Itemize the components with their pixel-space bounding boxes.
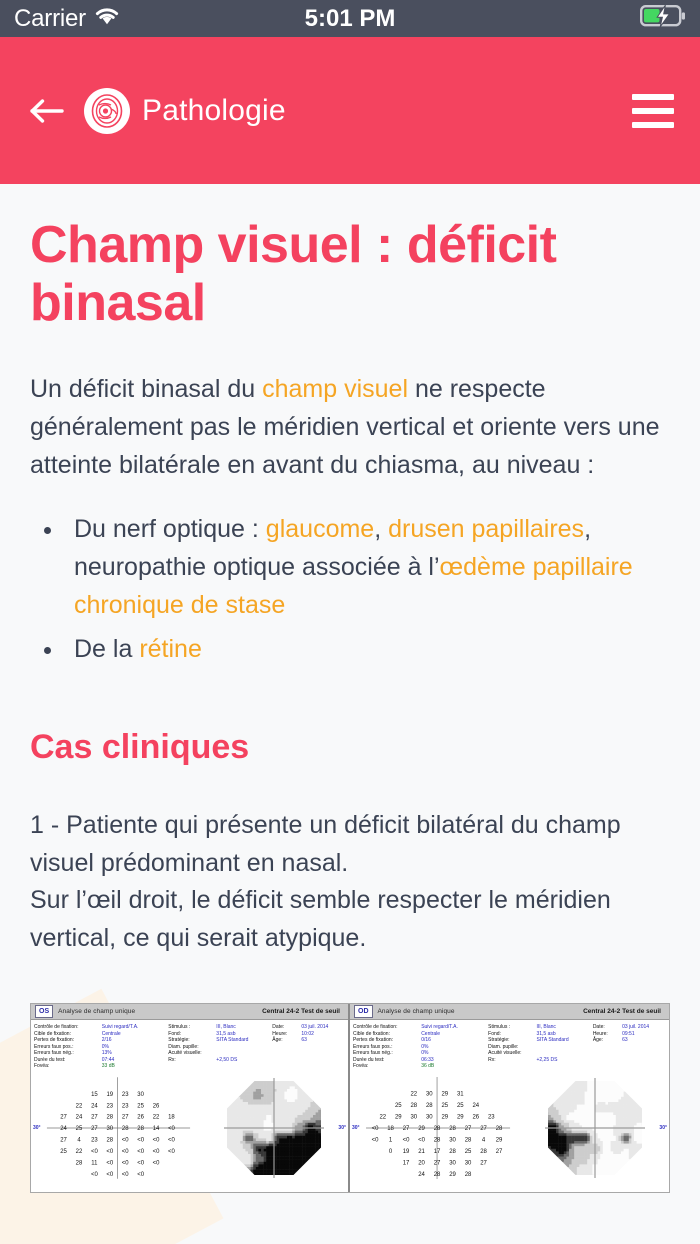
svg-text:11: 11 <box>91 1160 98 1167</box>
svg-text:<0: <0 <box>152 1137 160 1144</box>
panel-test-type: Central 24-2 Test de seuil <box>262 1008 340 1016</box>
meta-label: Fond: <box>488 1030 501 1037</box>
app-header <box>0 37 700 184</box>
meta-label: Fond: <box>168 1030 182 1037</box>
svg-text:<0: <0 <box>168 1148 175 1155</box>
svg-text:26: 26 <box>152 1103 160 1110</box>
header-title: Pathologie <box>142 93 286 127</box>
svg-text:29: 29 <box>441 1091 449 1098</box>
svg-text:<0: <0 <box>168 1125 175 1132</box>
svg-text:<0: <0 <box>90 1148 98 1155</box>
svg-text:<0: <0 <box>402 1137 410 1144</box>
panel-meta <box>31 1020 348 1071</box>
svg-text:23: 23 <box>487 1114 495 1121</box>
svg-text:24: 24 <box>75 1114 83 1121</box>
case-line-2: Sur l’œil droit, le déficit semble respecter le méridien vertical, ce qui serait atypique. <box>30 886 611 952</box>
meta-label: Âge: <box>592 1037 604 1044</box>
svg-text:28: 28 <box>433 1172 441 1179</box>
meta-value: 0/16 <box>421 1037 431 1044</box>
svg-text:25: 25 <box>137 1103 144 1110</box>
svg-text:30: 30 <box>410 1114 418 1121</box>
meta-value: III, Blanc <box>216 1024 236 1031</box>
meta-value: 03 juil. 2014 <box>622 1024 650 1031</box>
meta-label: Contrôle de fixation: <box>34 1024 79 1031</box>
menu-bar-3 <box>632 122 674 128</box>
svg-text:25: 25 <box>60 1148 67 1155</box>
meta-value: Suivi regard/T.A. <box>421 1024 458 1031</box>
meta-value: 07:44 <box>101 1056 115 1063</box>
meta-value: 2/16 <box>101 1037 112 1044</box>
svg-text:30: 30 <box>106 1125 114 1132</box>
svg-text:23: 23 <box>121 1103 129 1110</box>
meta-label: Heure: <box>592 1030 608 1037</box>
status-bar-left <box>14 5 120 33</box>
svg-text:17: 17 <box>433 1149 441 1156</box>
meta-label: Fovéa: <box>34 1062 50 1069</box>
report-panel-os <box>31 1004 350 1192</box>
meta-label: Heure: <box>272 1030 288 1037</box>
threshold-numeric-plot-os <box>33 1075 202 1181</box>
eye-tag: OD <box>354 1005 373 1018</box>
svg-text:27: 27 <box>91 1125 98 1132</box>
meta-label: Stratégie: <box>488 1037 510 1044</box>
meta-label: Cible de fixation: <box>353 1030 390 1037</box>
svg-text:29: 29 <box>394 1114 402 1121</box>
list-item <box>64 630 670 668</box>
svg-text:25: 25 <box>464 1149 472 1156</box>
intro-text-1: Un déficit binasal du <box>30 375 263 404</box>
meta-label: Erreurs faux pos.: <box>353 1043 393 1050</box>
svg-text:28: 28 <box>464 1137 472 1144</box>
svg-text:22: 22 <box>410 1091 418 1098</box>
meta-value: SITA Standard <box>216 1037 249 1044</box>
svg-text:26: 26 <box>137 1114 144 1121</box>
meta-value: Suivi regard/T.A. <box>101 1024 139 1031</box>
bullet-0-text-2: , <box>374 515 389 544</box>
svg-text:28: 28 <box>121 1125 129 1132</box>
meta-row <box>272 1037 345 1043</box>
meta-value: 63 <box>301 1037 307 1044</box>
meta-label: Erreurs faux pos.: <box>34 1043 74 1050</box>
svg-text:18: 18 <box>387 1126 394 1133</box>
svg-text:27: 27 <box>464 1126 472 1133</box>
svg-text:21: 21 <box>418 1149 425 1156</box>
svg-text:19: 19 <box>106 1091 114 1098</box>
svg-text:24: 24 <box>91 1103 98 1110</box>
carrier-label: Carrier <box>14 4 86 32</box>
svg-text:27: 27 <box>480 1126 487 1133</box>
svg-text:27: 27 <box>60 1114 67 1121</box>
etiology-list <box>30 510 670 668</box>
meta-value: 0% <box>421 1050 429 1057</box>
svg-text:<0: <0 <box>152 1148 160 1155</box>
status-bar-time: 5:01 PM <box>304 4 396 32</box>
menu-bar-2 <box>632 108 674 114</box>
degree-label-left: 30° <box>352 1124 360 1131</box>
svg-text:27: 27 <box>121 1114 129 1121</box>
panel-plots <box>31 1071 348 1183</box>
degree-label-right: 30° <box>659 1124 667 1131</box>
link-retine[interactable]: rétine <box>139 635 202 664</box>
svg-text:28: 28 <box>106 1137 114 1144</box>
svg-text:24: 24 <box>472 1103 480 1110</box>
svg-text:27: 27 <box>91 1114 98 1121</box>
svg-text:28: 28 <box>410 1103 418 1110</box>
svg-text:28: 28 <box>480 1149 487 1156</box>
svg-text:28: 28 <box>433 1126 441 1133</box>
meta-row <box>488 1057 589 1063</box>
report-panel-od <box>350 1004 669 1192</box>
meta-label: Fovéa: <box>353 1062 369 1069</box>
meta-value: SITA Standard <box>536 1037 569 1044</box>
svg-text:<0: <0 <box>106 1148 114 1155</box>
meta-label: Rx: <box>488 1056 496 1063</box>
svg-text:28: 28 <box>464 1172 472 1179</box>
link-oedeme-papillaire[interactable]: œdème papillaire chronique de stase <box>74 553 633 620</box>
svg-text:4: 4 <box>481 1137 486 1144</box>
panel-titlebar-text: Analyse de champ unique <box>377 1008 455 1016</box>
degree-label-left: 30° <box>33 1124 41 1131</box>
svg-text:<0: <0 <box>121 1137 129 1144</box>
link-drusen-papillaires[interactable]: drusen papillaires <box>388 515 585 544</box>
svg-text:14: 14 <box>152 1125 160 1132</box>
meta-label: Pertes de fixation: <box>353 1037 394 1044</box>
eye-tag: OS <box>35 1005 53 1018</box>
link-glaucome[interactable]: glaucome <box>265 515 375 544</box>
meta-value: 0% <box>421 1043 429 1050</box>
svg-text:22: 22 <box>379 1114 387 1121</box>
brand[interactable] <box>84 88 286 134</box>
article-content <box>0 184 700 1244</box>
meta-value: 33 dB <box>101 1062 115 1069</box>
svg-text:29: 29 <box>456 1114 464 1121</box>
svg-text:<0: <0 <box>168 1137 175 1144</box>
meta-label: Cible de fixation: <box>34 1030 71 1037</box>
svg-text:28: 28 <box>449 1126 456 1133</box>
meta-column-3 <box>593 1024 666 1069</box>
svg-text:30: 30 <box>425 1091 433 1098</box>
svg-text:28: 28 <box>75 1160 83 1167</box>
svg-text:<0: <0 <box>106 1160 114 1167</box>
meta-column-1 <box>353 1024 484 1069</box>
svg-text:24: 24 <box>418 1172 425 1179</box>
svg-text:1: 1 <box>388 1137 393 1144</box>
case-description <box>30 807 670 957</box>
svg-text:<0: <0 <box>137 1137 145 1144</box>
meta-value: 10:02 <box>301 1030 314 1037</box>
meta-value: III, Blanc <box>536 1024 556 1031</box>
status-bar <box>0 0 700 37</box>
intro-text-2: ne respecte généralement pas le méridien vertical et oriente vers une atteinte bilatérale en avant du chiasma, au niveau : <box>30 375 660 480</box>
meta-value: 0% <box>101 1043 109 1050</box>
back-arrow-icon[interactable] <box>26 89 70 133</box>
case-line-1: 1 - Patiente qui présente un déficit bilatéral du champ visuel prédominant en nasal. <box>30 811 621 877</box>
meta-value: 13% <box>101 1050 112 1057</box>
svg-text:27: 27 <box>60 1137 67 1144</box>
meta-value: +2,25 DS <box>536 1056 558 1063</box>
svg-text:<0: <0 <box>90 1171 98 1178</box>
svg-text:27: 27 <box>433 1160 441 1167</box>
meta-value: Centrale <box>101 1030 121 1037</box>
panel-meta <box>350 1020 669 1071</box>
svg-text:28: 28 <box>449 1149 456 1156</box>
svg-text:28: 28 <box>137 1125 144 1132</box>
status-bar-right <box>640 4 686 33</box>
meta-column-2 <box>488 1024 589 1069</box>
section-heading-cas-cliniques: Cas cliniques <box>30 728 250 767</box>
svg-text:22: 22 <box>75 1148 83 1155</box>
intro-paragraph <box>30 370 670 484</box>
meta-label: Rx: <box>168 1056 176 1063</box>
svg-text:25: 25 <box>441 1103 449 1110</box>
svg-text:19: 19 <box>402 1149 410 1156</box>
threshold-numeric-plot-od <box>352 1075 522 1181</box>
link-champ-visuel[interactable]: champ visuel <box>262 375 408 404</box>
meta-column-3 <box>272 1024 345 1069</box>
svg-text:30: 30 <box>449 1137 456 1144</box>
grayscale-plot-od <box>522 1075 667 1181</box>
meta-column-1 <box>34 1024 164 1069</box>
svg-text:25: 25 <box>456 1103 464 1110</box>
meta-label: Âge: <box>272 1037 283 1044</box>
meta-label: Durée du test: <box>34 1056 66 1063</box>
svg-text:<0: <0 <box>137 1160 145 1167</box>
eye-logo-icon <box>84 88 130 134</box>
svg-text:<0: <0 <box>152 1160 160 1167</box>
degree-label-right: 30° <box>338 1124 346 1131</box>
svg-text:22: 22 <box>152 1114 160 1121</box>
svg-text:27: 27 <box>480 1160 487 1167</box>
meta-column-2 <box>168 1024 268 1069</box>
svg-text:31: 31 <box>456 1091 464 1098</box>
meta-row <box>353 1063 484 1069</box>
svg-text:27: 27 <box>495 1149 503 1156</box>
svg-text:17: 17 <box>402 1160 410 1167</box>
meta-label: Acuité visuelle: <box>488 1050 522 1057</box>
svg-text:29: 29 <box>449 1172 456 1179</box>
visual-field-report-figure[interactable] <box>30 1003 670 1193</box>
page-title: Champ visuel : déficit binasal <box>30 216 557 333</box>
svg-text:27: 27 <box>402 1126 410 1133</box>
svg-text:29: 29 <box>418 1126 425 1133</box>
svg-text:23: 23 <box>121 1091 129 1098</box>
panel-titlebar <box>350 1004 669 1020</box>
meta-label: Contrôle de fixation: <box>353 1024 398 1031</box>
meta-value: 31,5 asb <box>216 1030 236 1037</box>
svg-text:20: 20 <box>418 1160 425 1167</box>
meta-value: 03 juil. 2014 <box>301 1024 329 1031</box>
meta-value: 36 dB <box>421 1062 435 1069</box>
svg-text:29: 29 <box>441 1114 449 1121</box>
meta-value: 09:51 <box>622 1030 635 1037</box>
svg-text:<0: <0 <box>371 1126 379 1133</box>
meta-label: Erreurs faux nég.: <box>353 1050 393 1057</box>
svg-text:23: 23 <box>91 1137 98 1144</box>
svg-text:30: 30 <box>449 1160 456 1167</box>
svg-text:28: 28 <box>495 1126 503 1133</box>
meta-label: Durée du test: <box>353 1056 385 1063</box>
svg-text:<0: <0 <box>121 1171 129 1178</box>
meta-label: Diam. pupille: <box>488 1043 519 1050</box>
panel-titlebar <box>31 1004 348 1020</box>
svg-text:<0: <0 <box>137 1171 145 1178</box>
svg-text:28: 28 <box>425 1103 433 1110</box>
svg-text:<0: <0 <box>418 1137 425 1144</box>
bullet-0-text-3: , neuropathie optique associée à l’ <box>74 515 592 582</box>
list-item <box>64 510 670 624</box>
svg-text:<0: <0 <box>121 1160 129 1167</box>
meta-label: Erreurs faux nég.: <box>34 1050 74 1057</box>
svg-text:18: 18 <box>168 1114 175 1121</box>
meta-label: Stimulus : <box>168 1024 191 1031</box>
svg-text:28: 28 <box>106 1114 114 1121</box>
meta-value: +2,50 DS <box>216 1056 238 1063</box>
svg-text:23: 23 <box>106 1103 114 1110</box>
meta-value: 63 <box>622 1037 628 1044</box>
meta-label: Pertes de fixation: <box>34 1037 75 1044</box>
meta-value: Centrale <box>421 1030 441 1037</box>
meta-label: Date: <box>272 1024 285 1031</box>
svg-text:30: 30 <box>425 1114 433 1121</box>
svg-text:4: 4 <box>77 1137 81 1144</box>
meta-label: Stimulus : <box>488 1024 511 1031</box>
svg-text:25: 25 <box>75 1125 83 1132</box>
meta-label: Stratégie: <box>168 1037 190 1044</box>
panel-test-type: Central 24-2 Test de seuil <box>583 1008 661 1016</box>
svg-text:29: 29 <box>495 1137 503 1144</box>
svg-text:<0: <0 <box>121 1148 129 1155</box>
meta-row <box>168 1057 268 1063</box>
bullet-0-text-1: Du nerf optique : <box>74 515 266 544</box>
battery-charging-icon <box>640 4 686 33</box>
svg-text:30: 30 <box>464 1160 472 1167</box>
meta-row <box>593 1037 666 1043</box>
svg-text:28: 28 <box>433 1137 441 1144</box>
svg-text:<0: <0 <box>106 1171 114 1178</box>
svg-text:15: 15 <box>91 1091 98 1098</box>
meta-value: 06:33 <box>421 1056 434 1063</box>
meta-label: Diam. pupille: <box>168 1043 199 1050</box>
grayscale-plot-os <box>202 1075 346 1181</box>
svg-text:22: 22 <box>75 1103 83 1110</box>
svg-text:<0: <0 <box>371 1137 379 1144</box>
wifi-icon <box>94 6 120 31</box>
svg-text:0: 0 <box>388 1149 393 1156</box>
panel-titlebar-text: Analyse de champ unique <box>58 1008 136 1016</box>
panel-plots <box>350 1071 669 1183</box>
svg-text:26: 26 <box>472 1114 480 1121</box>
hamburger-menu-icon[interactable] <box>632 94 674 128</box>
meta-label: Acuité visuelle: <box>168 1050 202 1057</box>
svg-text:<0: <0 <box>137 1148 145 1155</box>
svg-text:24: 24 <box>60 1125 67 1132</box>
meta-label: Date: <box>592 1024 605 1031</box>
svg-text:25: 25 <box>394 1103 402 1110</box>
menu-bar-1 <box>632 94 674 100</box>
meta-value: 31,5 asb <box>536 1030 556 1037</box>
meta-row <box>34 1063 164 1069</box>
svg-text:30: 30 <box>137 1091 144 1098</box>
bullet-1-text-1: De la <box>74 635 140 664</box>
